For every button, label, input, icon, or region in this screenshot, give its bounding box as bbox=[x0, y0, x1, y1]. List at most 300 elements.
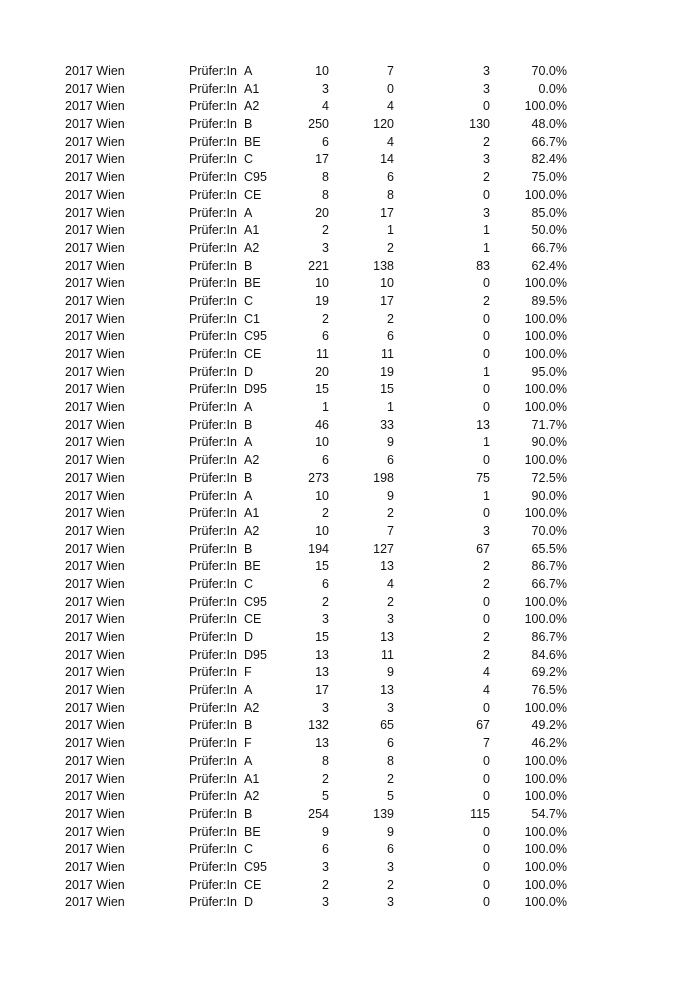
examiner-role-cell: Prüfer:In bbox=[189, 223, 237, 238]
passed-count-cell: 7 bbox=[387, 64, 394, 78]
pass-rate-cell: 86.7% bbox=[531, 630, 567, 644]
row-label-cell: 2017 Wien bbox=[65, 470, 125, 485]
table-row bbox=[0, 894, 700, 912]
pass-rate-cell: 100.0% bbox=[524, 895, 567, 910]
passed-count-cell: 2 bbox=[387, 506, 394, 521]
passed-count-cell: 8 bbox=[387, 753, 394, 768]
row-label-cell: 2017 Wien bbox=[65, 81, 125, 96]
table-row bbox=[0, 381, 700, 399]
row-label-cell: 2017 Wien bbox=[65, 117, 125, 132]
pass-rate-cell: 86.7% bbox=[531, 559, 567, 574]
passed-count-cell: 4 bbox=[387, 99, 394, 114]
row-label-cell: 2017 Wien bbox=[65, 895, 125, 910]
examiner-role-cell: Prüfer:In bbox=[189, 859, 237, 874]
pass-rate-cell: 100.0% bbox=[524, 99, 567, 114]
license-class-cell: B bbox=[244, 417, 253, 432]
row-label-cell: 2017 Wien bbox=[65, 134, 125, 149]
total-count-cell: 132 bbox=[308, 718, 329, 733]
total-count-cell: 46 bbox=[315, 417, 329, 432]
table-row bbox=[0, 222, 700, 240]
passed-count-cell: 3 bbox=[387, 859, 394, 874]
pass-rate-cell: 100.0% bbox=[524, 789, 567, 804]
examiner-role-cell: Prüfer:In bbox=[189, 311, 237, 326]
row-label-cell: 2017 Wien bbox=[65, 665, 125, 680]
failed-count-cell: 3 bbox=[483, 523, 490, 538]
license-class-cell: D bbox=[244, 364, 254, 379]
pass-rate-cell: 0.0% bbox=[538, 81, 567, 96]
failed-count-cell: 0 bbox=[483, 789, 490, 804]
table-row bbox=[0, 134, 700, 152]
license-class-cell: A1 bbox=[244, 771, 260, 786]
pass-rate-cell: 100.0% bbox=[524, 859, 567, 874]
row-label-cell: 2017 Wien bbox=[65, 347, 125, 361]
table-row bbox=[0, 594, 700, 612]
pass-rate-cell: 90.0% bbox=[531, 488, 567, 503]
row-label-cell: 2017 Wien bbox=[65, 771, 125, 786]
license-class-cell: A1 bbox=[244, 223, 260, 238]
total-count-cell: 13 bbox=[315, 647, 329, 662]
table-row bbox=[0, 364, 700, 382]
examiner-role-cell: Prüfer:In bbox=[189, 276, 237, 291]
pass-rate-cell: 65.5% bbox=[531, 541, 567, 556]
pass-rate-cell: 71.7% bbox=[531, 417, 567, 432]
table-row bbox=[0, 629, 700, 647]
failed-count-cell: 2 bbox=[483, 576, 490, 591]
license-class-cell: F bbox=[244, 665, 252, 680]
failed-count-cell: 3 bbox=[483, 205, 490, 220]
failed-count-cell: 75 bbox=[476, 470, 490, 485]
pass-rate-cell: 100.0% bbox=[524, 877, 567, 892]
table-row bbox=[0, 558, 700, 576]
pass-rate-cell: 100.0% bbox=[524, 382, 567, 397]
passed-count-cell: 9 bbox=[387, 488, 394, 503]
total-count-cell: 2 bbox=[322, 877, 329, 892]
failed-count-cell: 3 bbox=[483, 152, 490, 167]
failed-count-cell: 0 bbox=[483, 347, 490, 361]
pass-rate-cell: 48.0% bbox=[531, 117, 567, 132]
row-label-cell: 2017 Wien bbox=[65, 453, 125, 468]
total-count-cell: 3 bbox=[322, 240, 329, 255]
examiner-role-cell: Prüfer:In bbox=[189, 488, 237, 503]
license-class-cell: B bbox=[244, 258, 253, 273]
total-count-cell: 10 bbox=[315, 435, 329, 450]
examiner-role-cell: Prüfer:In bbox=[189, 506, 237, 521]
row-label-cell: 2017 Wien bbox=[65, 594, 125, 609]
row-label-cell: 2017 Wien bbox=[65, 576, 125, 591]
license-class-cell: A bbox=[244, 753, 253, 768]
failed-count-cell: 0 bbox=[483, 895, 490, 910]
license-class-cell: A2 bbox=[244, 700, 260, 715]
pass-rate-cell: 89.5% bbox=[531, 293, 567, 308]
license-class-cell: B bbox=[244, 806, 253, 821]
total-count-cell: 15 bbox=[315, 559, 329, 574]
pass-rate-cell: 70.0% bbox=[531, 523, 567, 538]
examiner-role-cell: Prüfer:In bbox=[189, 417, 237, 432]
examiner-role-cell: Prüfer:In bbox=[189, 99, 237, 114]
license-class-cell: BE bbox=[244, 559, 261, 574]
table-row bbox=[0, 488, 700, 506]
examiner-role-cell: Prüfer:In bbox=[189, 806, 237, 821]
table-row bbox=[0, 258, 700, 276]
failed-count-cell: 1 bbox=[483, 488, 490, 503]
examiner-role-cell: Prüfer:In bbox=[189, 630, 237, 644]
examiner-role-cell: Prüfer:In bbox=[189, 364, 237, 379]
row-label-cell: 2017 Wien bbox=[65, 223, 125, 238]
total-count-cell: 17 bbox=[315, 152, 329, 167]
row-label-cell: 2017 Wien bbox=[65, 736, 125, 751]
license-class-cell: C bbox=[244, 576, 254, 591]
pass-rate-cell: 69.2% bbox=[531, 665, 567, 680]
failed-count-cell: 115 bbox=[470, 806, 490, 821]
license-class-cell: A2 bbox=[244, 99, 260, 114]
total-count-cell: 221 bbox=[308, 258, 329, 273]
table-row bbox=[0, 169, 700, 187]
passed-count-cell: 9 bbox=[387, 435, 394, 450]
total-count-cell: 3 bbox=[322, 895, 329, 910]
row-label-cell: 2017 Wien bbox=[65, 824, 125, 839]
passed-count-cell: 9 bbox=[387, 824, 394, 839]
pass-rate-cell: 100.0% bbox=[524, 753, 567, 768]
examiner-role-cell: Prüfer:In bbox=[189, 152, 237, 167]
table-row bbox=[0, 275, 700, 293]
pass-rate-cell: 75.0% bbox=[531, 170, 567, 185]
license-class-cell: A bbox=[244, 205, 253, 220]
pass-rate-cell: 46.2% bbox=[531, 736, 567, 751]
failed-count-cell: 83 bbox=[476, 258, 490, 273]
row-label-cell: 2017 Wien bbox=[65, 488, 125, 503]
failed-count-cell: 2 bbox=[483, 293, 490, 308]
row-label-cell: 2017 Wien bbox=[65, 99, 125, 114]
examiner-role-cell: Prüfer:In bbox=[189, 134, 237, 149]
passed-count-cell: 17 bbox=[380, 293, 394, 308]
row-label-cell: 2017 Wien bbox=[65, 541, 125, 556]
license-class-cell: D95 bbox=[244, 647, 267, 662]
total-count-cell: 273 bbox=[308, 470, 329, 485]
row-label-cell: 2017 Wien bbox=[65, 718, 125, 733]
passed-count-cell: 120 bbox=[373, 117, 394, 132]
license-class-cell: BE bbox=[244, 276, 261, 291]
row-label-cell: 2017 Wien bbox=[65, 170, 125, 185]
failed-count-cell: 4 bbox=[483, 665, 490, 680]
row-label-cell: 2017 Wien bbox=[65, 612, 125, 627]
total-count-cell: 8 bbox=[322, 170, 329, 185]
license-class-cell: A2 bbox=[244, 523, 260, 538]
row-label-cell: 2017 Wien bbox=[65, 258, 125, 273]
table-row bbox=[0, 841, 700, 859]
failed-count-cell: 0 bbox=[483, 859, 490, 874]
table-row bbox=[0, 417, 700, 435]
row-label-cell: 2017 Wien bbox=[65, 647, 125, 662]
failed-count-cell: 0 bbox=[483, 276, 490, 291]
license-class-cell: A2 bbox=[244, 789, 260, 804]
table-row bbox=[0, 187, 700, 205]
license-class-cell: A2 bbox=[244, 453, 260, 468]
table-row bbox=[0, 434, 700, 452]
pass-rate-cell: 66.7% bbox=[531, 240, 567, 255]
row-label-cell: 2017 Wien bbox=[65, 364, 125, 379]
passed-count-cell: 198 bbox=[373, 470, 394, 485]
table-row bbox=[0, 116, 700, 134]
examiner-role-cell: Prüfer:In bbox=[189, 559, 237, 574]
passed-count-cell: 139 bbox=[373, 806, 394, 821]
passed-count-cell: 13 bbox=[380, 559, 394, 574]
pass-rate-cell: 84.6% bbox=[531, 647, 567, 662]
passed-count-cell: 11 bbox=[381, 647, 394, 662]
table-row bbox=[0, 806, 700, 824]
row-label-cell: 2017 Wien bbox=[65, 152, 125, 167]
failed-count-cell: 0 bbox=[483, 329, 490, 344]
license-class-cell: D bbox=[244, 630, 254, 644]
passed-count-cell: 6 bbox=[387, 453, 394, 468]
examiner-role-cell: Prüfer:In bbox=[189, 435, 237, 450]
passed-count-cell: 6 bbox=[387, 329, 394, 344]
table-row bbox=[0, 452, 700, 470]
examiner-role-cell: Prüfer:In bbox=[189, 470, 237, 485]
license-class-cell: A bbox=[244, 488, 253, 503]
examiner-role-cell: Prüfer:In bbox=[189, 824, 237, 839]
license-class-cell: C95 bbox=[244, 859, 267, 874]
license-class-cell: A1 bbox=[244, 81, 260, 96]
license-class-cell: C bbox=[244, 152, 254, 167]
examiner-role-cell: Prüfer:In bbox=[189, 576, 237, 591]
total-count-cell: 17 bbox=[315, 683, 329, 698]
failed-count-cell: 1 bbox=[483, 435, 490, 450]
total-count-cell: 19 bbox=[315, 293, 329, 308]
passed-count-cell: 2 bbox=[387, 594, 394, 609]
total-count-cell: 20 bbox=[315, 205, 329, 220]
total-count-cell: 1 bbox=[322, 400, 329, 415]
pass-rate-cell: 72.5% bbox=[531, 470, 567, 485]
table-row bbox=[0, 205, 700, 223]
table-row bbox=[0, 611, 700, 629]
failed-count-cell: 1 bbox=[483, 223, 490, 238]
data-table bbox=[0, 63, 700, 912]
total-count-cell: 5 bbox=[322, 789, 329, 804]
table-row bbox=[0, 788, 700, 806]
passed-count-cell: 65 bbox=[380, 718, 394, 733]
row-label-cell: 2017 Wien bbox=[65, 400, 125, 415]
pass-rate-cell: 66.7% bbox=[531, 576, 567, 591]
pass-rate-cell: 100.0% bbox=[524, 842, 567, 857]
table-row bbox=[0, 664, 700, 682]
table-row bbox=[0, 717, 700, 735]
total-count-cell: 250 bbox=[308, 117, 329, 132]
license-class-cell: A bbox=[244, 435, 253, 450]
examiner-role-cell: Prüfer:In bbox=[189, 612, 237, 627]
row-label-cell: 2017 Wien bbox=[65, 700, 125, 715]
pass-rate-cell: 100.0% bbox=[524, 700, 567, 715]
examiner-role-cell: Prüfer:In bbox=[189, 64, 237, 78]
examiner-role-cell: Prüfer:In bbox=[189, 205, 237, 220]
table-row bbox=[0, 523, 700, 541]
examiner-role-cell: Prüfer:In bbox=[189, 700, 237, 715]
examiner-role-cell: Prüfer:In bbox=[189, 736, 237, 751]
examiner-role-cell: Prüfer:In bbox=[189, 382, 237, 397]
license-class-cell: B bbox=[244, 470, 253, 485]
row-label-cell: 2017 Wien bbox=[65, 877, 125, 892]
examiner-role-cell: Prüfer:In bbox=[189, 877, 237, 892]
row-label-cell: 2017 Wien bbox=[65, 753, 125, 768]
total-count-cell: 8 bbox=[322, 753, 329, 768]
pass-rate-cell: 62.4% bbox=[531, 258, 567, 273]
examiner-role-cell: Prüfer:In bbox=[189, 117, 237, 132]
table-row bbox=[0, 505, 700, 523]
row-label-cell: 2017 Wien bbox=[65, 506, 125, 521]
total-count-cell: 3 bbox=[322, 700, 329, 715]
total-count-cell: 2 bbox=[322, 223, 329, 238]
failed-count-cell: 0 bbox=[483, 753, 490, 768]
license-class-cell: C95 bbox=[244, 170, 267, 185]
examiner-role-cell: Prüfer:In bbox=[189, 523, 237, 538]
total-count-cell: 15 bbox=[315, 382, 329, 397]
pass-rate-cell: 100.0% bbox=[524, 771, 567, 786]
passed-count-cell: 17 bbox=[380, 205, 394, 220]
passed-count-cell: 6 bbox=[387, 842, 394, 857]
examiner-role-cell: Prüfer:In bbox=[189, 170, 237, 185]
row-label-cell: 2017 Wien bbox=[65, 789, 125, 804]
passed-count-cell: 7 bbox=[387, 523, 394, 538]
row-label-cell: 2017 Wien bbox=[65, 559, 125, 574]
failed-count-cell: 0 bbox=[483, 594, 490, 609]
examiner-role-cell: Prüfer:In bbox=[189, 258, 237, 273]
pass-rate-cell: 90.0% bbox=[531, 435, 567, 450]
pass-rate-cell: 85.0% bbox=[531, 205, 567, 220]
total-count-cell: 15 bbox=[315, 630, 329, 644]
failed-count-cell: 0 bbox=[483, 99, 490, 114]
examiner-role-cell: Prüfer:In bbox=[189, 329, 237, 344]
passed-count-cell: 1 bbox=[387, 400, 394, 415]
failed-count-cell: 67 bbox=[476, 718, 490, 733]
passed-count-cell: 4 bbox=[387, 576, 394, 591]
pass-rate-cell: 100.0% bbox=[524, 594, 567, 609]
row-label-cell: 2017 Wien bbox=[65, 64, 125, 78]
passed-count-cell: 19 bbox=[380, 364, 394, 379]
pass-rate-cell: 100.0% bbox=[524, 347, 567, 361]
license-class-cell: C95 bbox=[244, 594, 267, 609]
license-class-cell: B bbox=[244, 117, 253, 132]
failed-count-cell: 0 bbox=[483, 453, 490, 468]
failed-count-cell: 0 bbox=[483, 700, 490, 715]
license-class-cell: F bbox=[244, 736, 252, 751]
table-row bbox=[0, 753, 700, 771]
row-label-cell: 2017 Wien bbox=[65, 523, 125, 538]
pass-rate-cell: 82.4% bbox=[531, 152, 567, 167]
pass-rate-cell: 100.0% bbox=[524, 329, 567, 344]
row-label-cell: 2017 Wien bbox=[65, 683, 125, 698]
passed-count-cell: 127 bbox=[373, 541, 394, 556]
failed-count-cell: 0 bbox=[483, 771, 490, 786]
total-count-cell: 2 bbox=[322, 771, 329, 786]
examiner-role-cell: Prüfer:In bbox=[189, 842, 237, 857]
row-label-cell: 2017 Wien bbox=[65, 382, 125, 397]
license-class-cell: C1 bbox=[244, 311, 260, 326]
table-row bbox=[0, 771, 700, 789]
passed-count-cell: 13 bbox=[380, 630, 394, 644]
examiner-role-cell: Prüfer:In bbox=[189, 81, 237, 96]
row-label-cell: 2017 Wien bbox=[65, 240, 125, 255]
pass-rate-cell: 54.7% bbox=[531, 806, 567, 821]
total-count-cell: 2 bbox=[322, 506, 329, 521]
passed-count-cell: 3 bbox=[387, 895, 394, 910]
total-count-cell: 10 bbox=[315, 523, 329, 538]
total-count-cell: 9 bbox=[322, 824, 329, 839]
license-class-cell: A2 bbox=[244, 240, 260, 255]
license-class-cell: D bbox=[244, 895, 254, 910]
license-class-cell: CE bbox=[244, 877, 262, 892]
pass-rate-cell: 100.0% bbox=[524, 187, 567, 202]
total-count-cell: 3 bbox=[322, 612, 329, 627]
row-label-cell: 2017 Wien bbox=[65, 630, 125, 644]
failed-count-cell: 0 bbox=[483, 311, 490, 326]
examiner-role-cell: Prüfer:In bbox=[189, 240, 237, 255]
total-count-cell: 10 bbox=[315, 276, 329, 291]
table-row bbox=[0, 346, 700, 364]
table-row bbox=[0, 328, 700, 346]
pass-rate-cell: 100.0% bbox=[524, 824, 567, 839]
passed-count-cell: 4 bbox=[387, 134, 394, 149]
failed-count-cell: 0 bbox=[483, 842, 490, 857]
total-count-cell: 6 bbox=[322, 453, 329, 468]
pass-rate-cell: 100.0% bbox=[524, 311, 567, 326]
examiner-role-cell: Prüfer:In bbox=[189, 718, 237, 733]
license-class-cell: A1 bbox=[244, 506, 260, 521]
license-class-cell: D95 bbox=[244, 382, 267, 397]
passed-count-cell: 5 bbox=[387, 789, 394, 804]
table-row bbox=[0, 824, 700, 842]
license-class-cell: C bbox=[244, 293, 254, 308]
passed-count-cell: 8 bbox=[387, 187, 394, 202]
total-count-cell: 8 bbox=[322, 187, 329, 202]
failed-count-cell: 4 bbox=[483, 683, 490, 698]
pass-rate-cell: 49.2% bbox=[531, 718, 567, 733]
total-count-cell: 10 bbox=[315, 488, 329, 503]
failed-count-cell: 3 bbox=[483, 81, 490, 96]
examiner-role-cell: Prüfer:In bbox=[189, 771, 237, 786]
failed-count-cell: 7 bbox=[483, 736, 490, 751]
row-label-cell: 2017 Wien bbox=[65, 435, 125, 450]
passed-count-cell: 14 bbox=[380, 152, 394, 167]
total-count-cell: 6 bbox=[322, 842, 329, 857]
table-row bbox=[0, 399, 700, 417]
total-count-cell: 20 bbox=[315, 364, 329, 379]
total-count-cell: 13 bbox=[315, 736, 329, 751]
pass-rate-cell: 66.7% bbox=[531, 134, 567, 149]
examiner-role-cell: Prüfer:In bbox=[189, 187, 237, 202]
failed-count-cell: 0 bbox=[483, 187, 490, 202]
passed-count-cell: 3 bbox=[387, 612, 394, 627]
table-row bbox=[0, 735, 700, 753]
passed-count-cell: 11 bbox=[381, 347, 394, 361]
table-row bbox=[0, 647, 700, 665]
total-count-cell: 3 bbox=[322, 81, 329, 96]
pass-rate-cell: 50.0% bbox=[531, 223, 567, 238]
license-class-cell: B bbox=[244, 541, 253, 556]
passed-count-cell: 10 bbox=[380, 276, 394, 291]
row-label-cell: 2017 Wien bbox=[65, 859, 125, 874]
row-label-cell: 2017 Wien bbox=[65, 205, 125, 220]
examiner-role-cell: Prüfer:In bbox=[189, 594, 237, 609]
table-row bbox=[0, 81, 700, 99]
total-count-cell: 6 bbox=[322, 329, 329, 344]
failed-count-cell: 2 bbox=[483, 170, 490, 185]
row-label-cell: 2017 Wien bbox=[65, 329, 125, 344]
pass-rate-cell: 70.0% bbox=[531, 64, 567, 78]
passed-count-cell: 33 bbox=[380, 417, 394, 432]
examiner-role-cell: Prüfer:In bbox=[189, 541, 237, 556]
examiner-role-cell: Prüfer:In bbox=[189, 665, 237, 680]
failed-count-cell: 2 bbox=[483, 559, 490, 574]
examiner-role-cell: Prüfer:In bbox=[189, 683, 237, 698]
